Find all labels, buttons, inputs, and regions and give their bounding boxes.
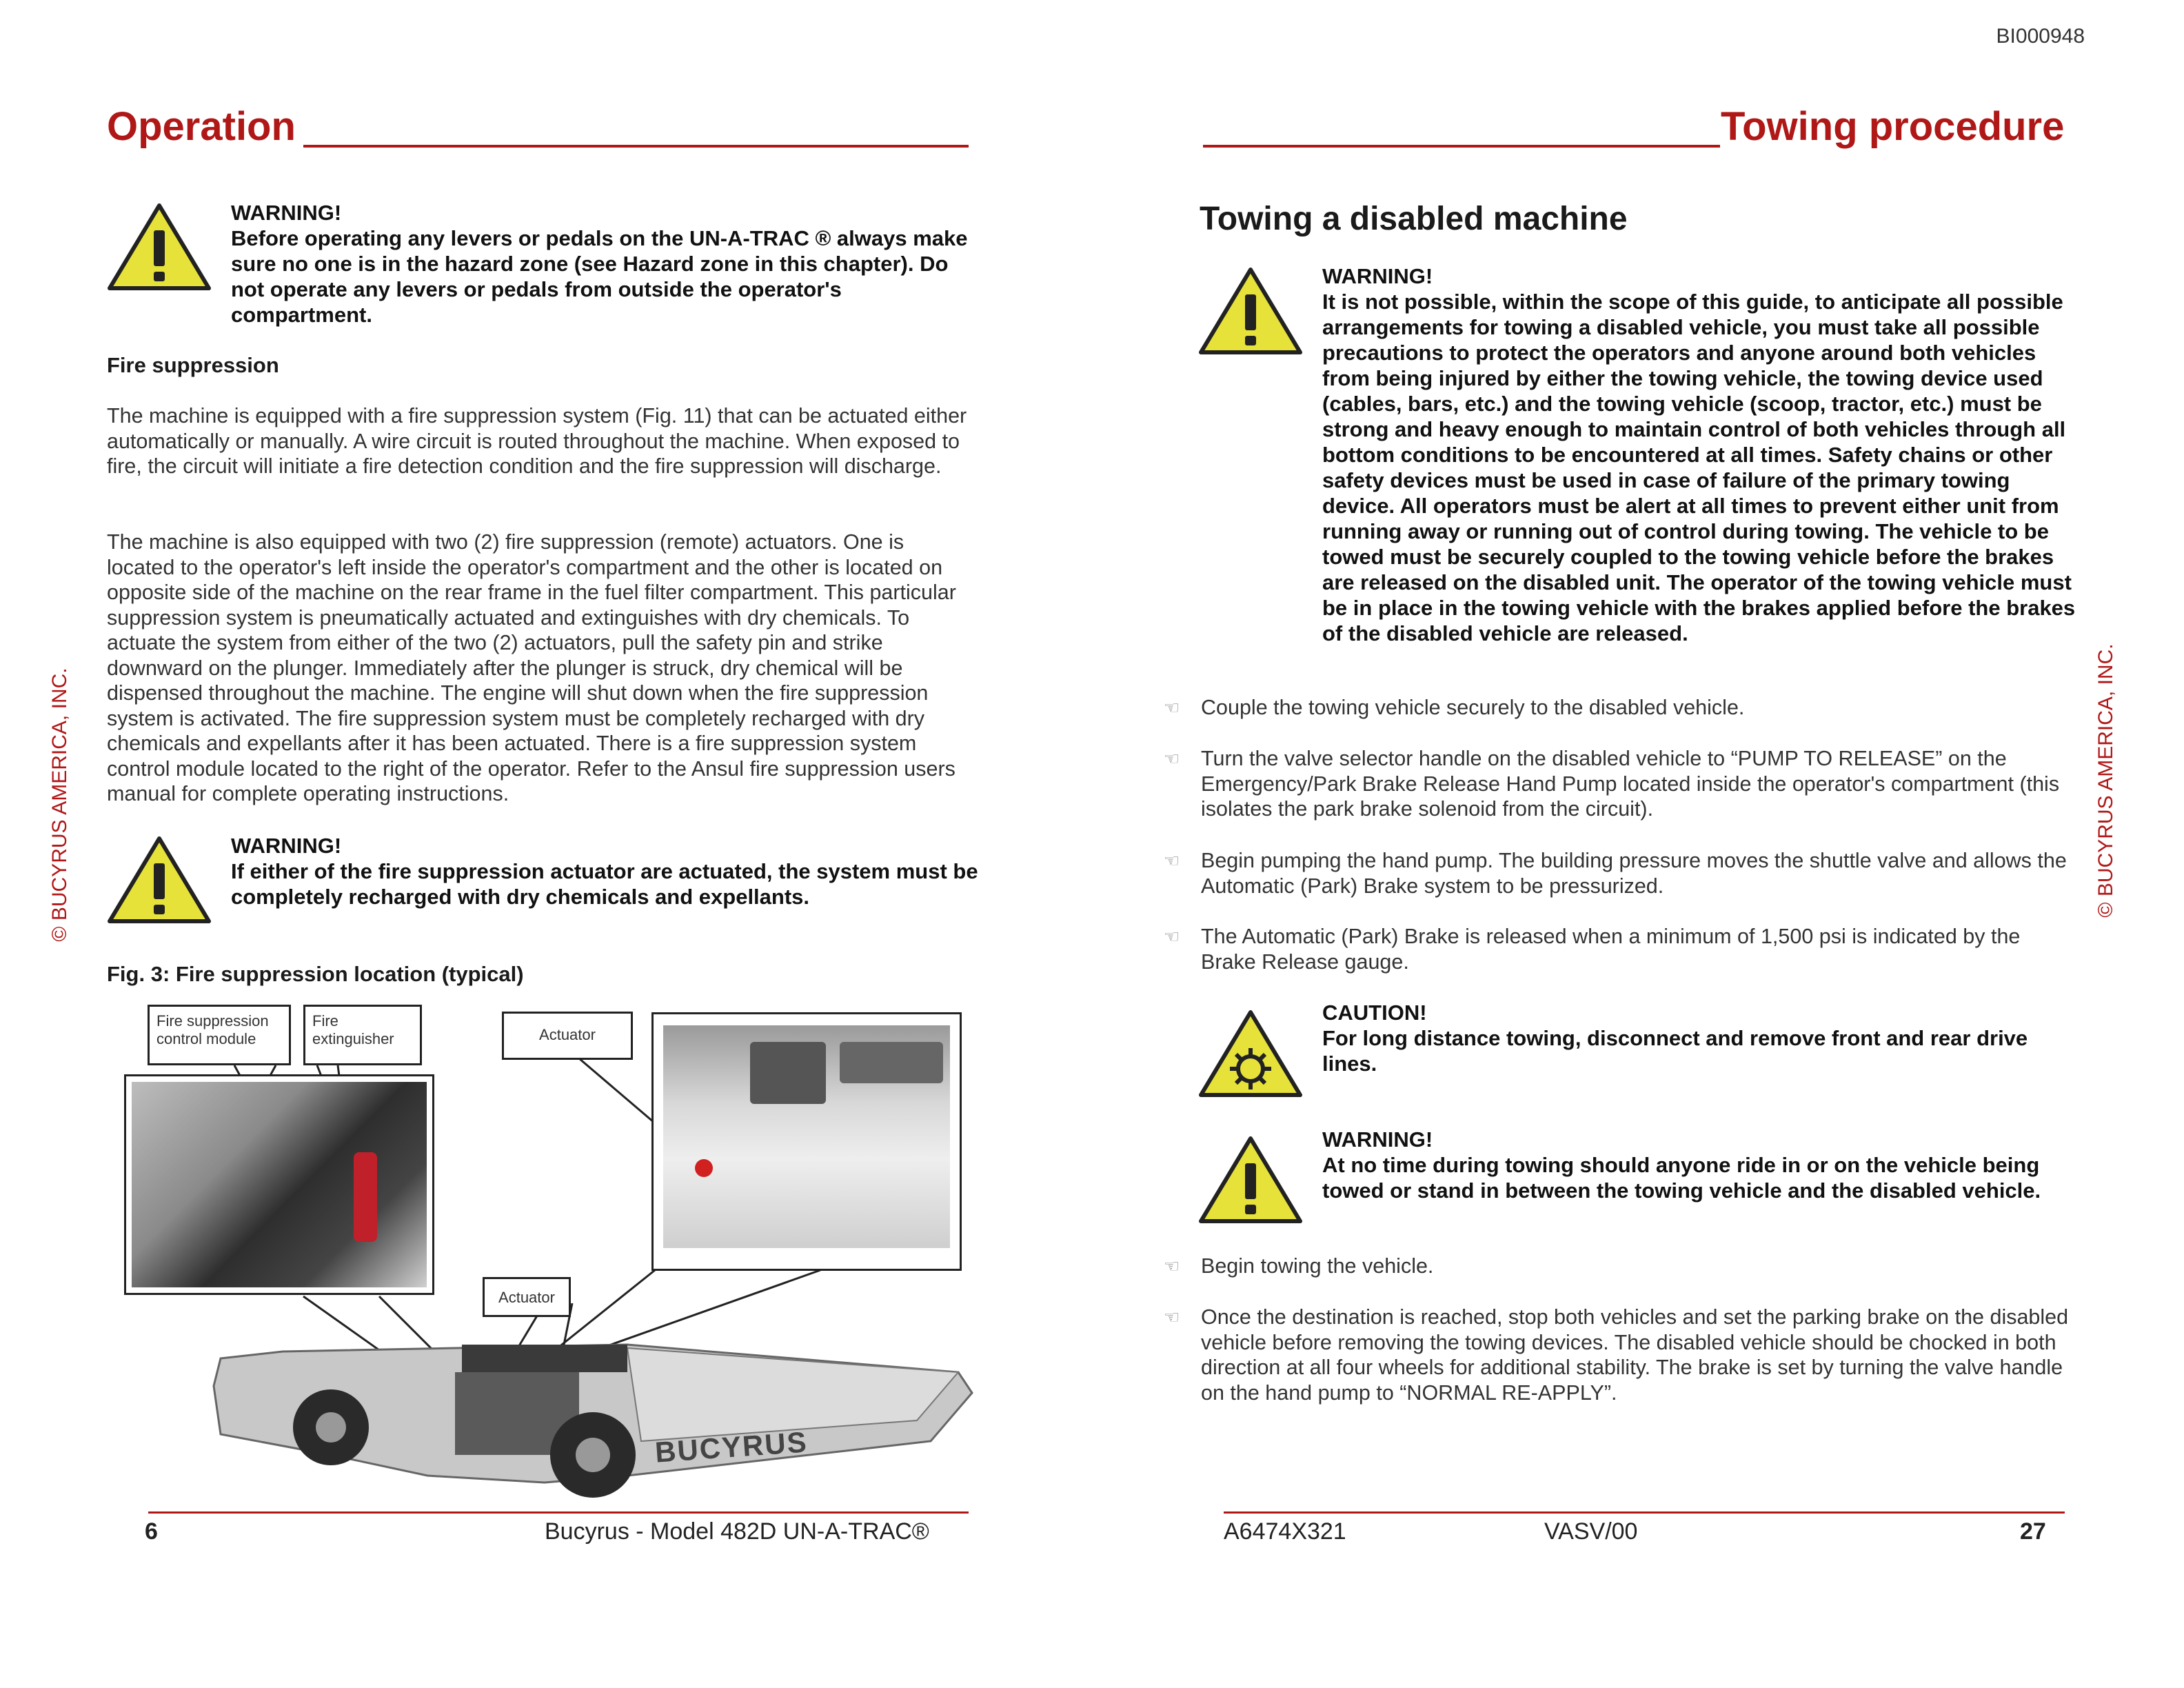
towing-step: ☜ The Automatic (Park) Brake is released when a minimum of 1,500 psi is indicated by the Brake Release gauge. (1164, 925, 2021, 974)
caution-title: CAUTION! (1322, 1001, 1427, 1025)
vehicle-brand-text: BUCYRUS (654, 1425, 809, 1469)
towing-step: ☜ Couple the towing vehicle securely to the disabled vehicle. (1164, 696, 1745, 719)
warning-triangle-icon (107, 834, 212, 925)
towing-subheading: Towing a disabled machine (1200, 201, 1628, 237)
warning-title: WARNING! (1322, 1127, 1433, 1152)
fire-suppression-heading: Fire suppression (107, 353, 279, 377)
towing-step: ☜ Begin pumping the hand pump. The building pressure moves the shuttle valve and allows the Automatic (Park) Brake system to be pressurized. (1164, 849, 2067, 898)
operator-compartment-photo (651, 1012, 962, 1271)
warning-title: WARNING! (231, 201, 342, 225)
callout-control-module: Fire suppression control module (148, 1005, 291, 1065)
right-page-number: 27 (2020, 1518, 2046, 1545)
warning-triangle-icon (107, 201, 212, 292)
left-page-number: 6 (145, 1518, 158, 1545)
control-module-photo (124, 1074, 434, 1295)
right-side-copyright: © BUCYRUS AMERICA, INC. (2094, 643, 2117, 918)
right-footer-rule (1224, 1511, 2065, 1514)
pointing-hand-icon: ☜ (1164, 748, 1180, 769)
towing-step: ☜ Turn the valve selector handle on the disabled vehicle to “PUMP TO RELEASE” on the Emergency/Park Brake Release Hand Pump located inside the operator's compartment (this isolates the park brake solenoid from the circuit). (1164, 747, 2060, 821)
warning-text: It is not possible, within the scope of this guide, to anticipate all possible arrangements for towing a disabled vehicle, you must take all possible precautions to protect the operators and anyone around both vehicles from being injured by either the towing vehicle, the towing device used (cables, bars, etc.) and the towing vehicle (scoop, tractor, etc.) must be strong and heavy enough to maintain control of both vehicles through all bottom conditions to be encountered at all times. Safety chains or other safety devices must be used in case of failure of the primary towing device. All operators must be alert at all times to prevent either unit from running away or running out of control during towing. The vehicle to be towed must be securely coupled to the towing vehicle before the brakes are released on the disabled unit. The operator of the towing vehicle must be in place in the towing vehicle with the brakes applied before the brakes of the disabled vehicle are released. (1322, 290, 2076, 645)
figure-caption: Fig. 3: Fire suppression location (typical) (107, 962, 524, 986)
caution-text: For long distance towing, disconnect and remove front and rear drive lines. (1322, 1026, 2028, 1076)
callout-extinguisher: Fire extinguisher (303, 1005, 422, 1065)
vehicle-illustration (214, 1345, 972, 1498)
warning-text: Before operating any levers or pedals on the UN-A-TRAC ® always make sure no one is in the hazard zone (see Hazard zone in this chapter). Do not operate any levers or pedals from outside the operator's compartment. (231, 226, 968, 327)
right-warning-1 (1322, 263, 2077, 646)
right-section-title: Towing procedure (1721, 104, 2065, 149)
warning-triangle-icon (1198, 1134, 1303, 1225)
pointing-hand-icon: ☜ (1164, 1307, 1180, 1327)
right-footer-code: A6474X321 (1224, 1518, 1346, 1545)
callout-actuator-top: Actuator (502, 1012, 633, 1060)
caution-gear-icon (1198, 1008, 1303, 1099)
left-footer-title: Bucyrus - Model 482D UN-A-TRAC® (545, 1518, 929, 1545)
right-caution (1322, 1000, 2077, 1076)
callout-actuator-mid: Actuator (483, 1277, 571, 1317)
right-warning-2 (1322, 1127, 2077, 1203)
left-footer-rule (148, 1511, 969, 1514)
pointing-hand-icon: ☜ (1164, 926, 1180, 947)
left-warning-2 (231, 833, 982, 910)
right-footer-version: VASV/00 (1544, 1518, 1638, 1545)
left-section-title: Operation (107, 104, 296, 149)
pointing-hand-icon: ☜ (1164, 850, 1180, 871)
towing-step: ☜ Once the destination is reached, stop both vehicles and set the parking brake on the disabled vehicle before removing the towing devices. The disabled vehicle should be chocked in both direction at all four wheels for additional stability. The brake is set by turning the valve handle on the hand pump to “NORMAL RE-APPLY”. (1164, 1305, 2069, 1405)
right-title-rule (1203, 145, 1720, 148)
warning-triangle-icon (1198, 265, 1303, 356)
left-side-copyright: © BUCYRUS AMERICA, INC. (48, 667, 71, 942)
towing-step: ☜ Begin towing the vehicle. (1164, 1254, 1434, 1278)
warning-title: WARNING! (1322, 264, 1433, 288)
pointing-hand-icon: ☜ (1164, 697, 1180, 718)
fire-suppression-para-2: The machine is also equipped with two (2) fire suppression (remote) actuators. One is located to the operator's left inside the operator's compartment and the other is located on opposite side of the machine on the rear frame in the fuel filter compartment. This particular suppression system is pneumatically actuated and extinguishes with dry chemicals. To actuate the system from either of the two (2) actuators, pull the safety pin and strike downward on the plunger. Immediately after the plunger is struck, dry chemical will be dispensed throughout the machine. The engine will shut down when the fire suppression system is activated. The fire suppression system must be completely recharged with dry chemicals and expellants after it has been actuated. There is a fire suppression system control module located to the right of the operator. Refer to the Ansul fire suppression users manual for complete operating instructions. (107, 530, 956, 805)
fire-suppression-para-1: The machine is equipped with a fire suppression system (Fig. 11) that can be actuated either automatically or manually. A wire circuit is routed throughout the machine. When exposed to fire, the circuit will initiate a fire detection condition and the fire suppression will discharge. (107, 404, 967, 478)
left-warning-1 (231, 200, 975, 328)
pointing-hand-icon: ☜ (1164, 1256, 1180, 1276)
warning-title: WARNING! (231, 834, 342, 858)
left-title-rule (303, 145, 969, 148)
warning-text: If either of the fire suppression actuator are actuated, the system must be completely recharged with dry chemicals and expellants. (231, 859, 978, 909)
document-id: BI000948 (1996, 25, 2085, 48)
warning-text: At no time during towing should anyone ride in or on the vehicle being towed or stand in between the towing vehicle and the disabled vehicle. (1322, 1153, 2041, 1203)
